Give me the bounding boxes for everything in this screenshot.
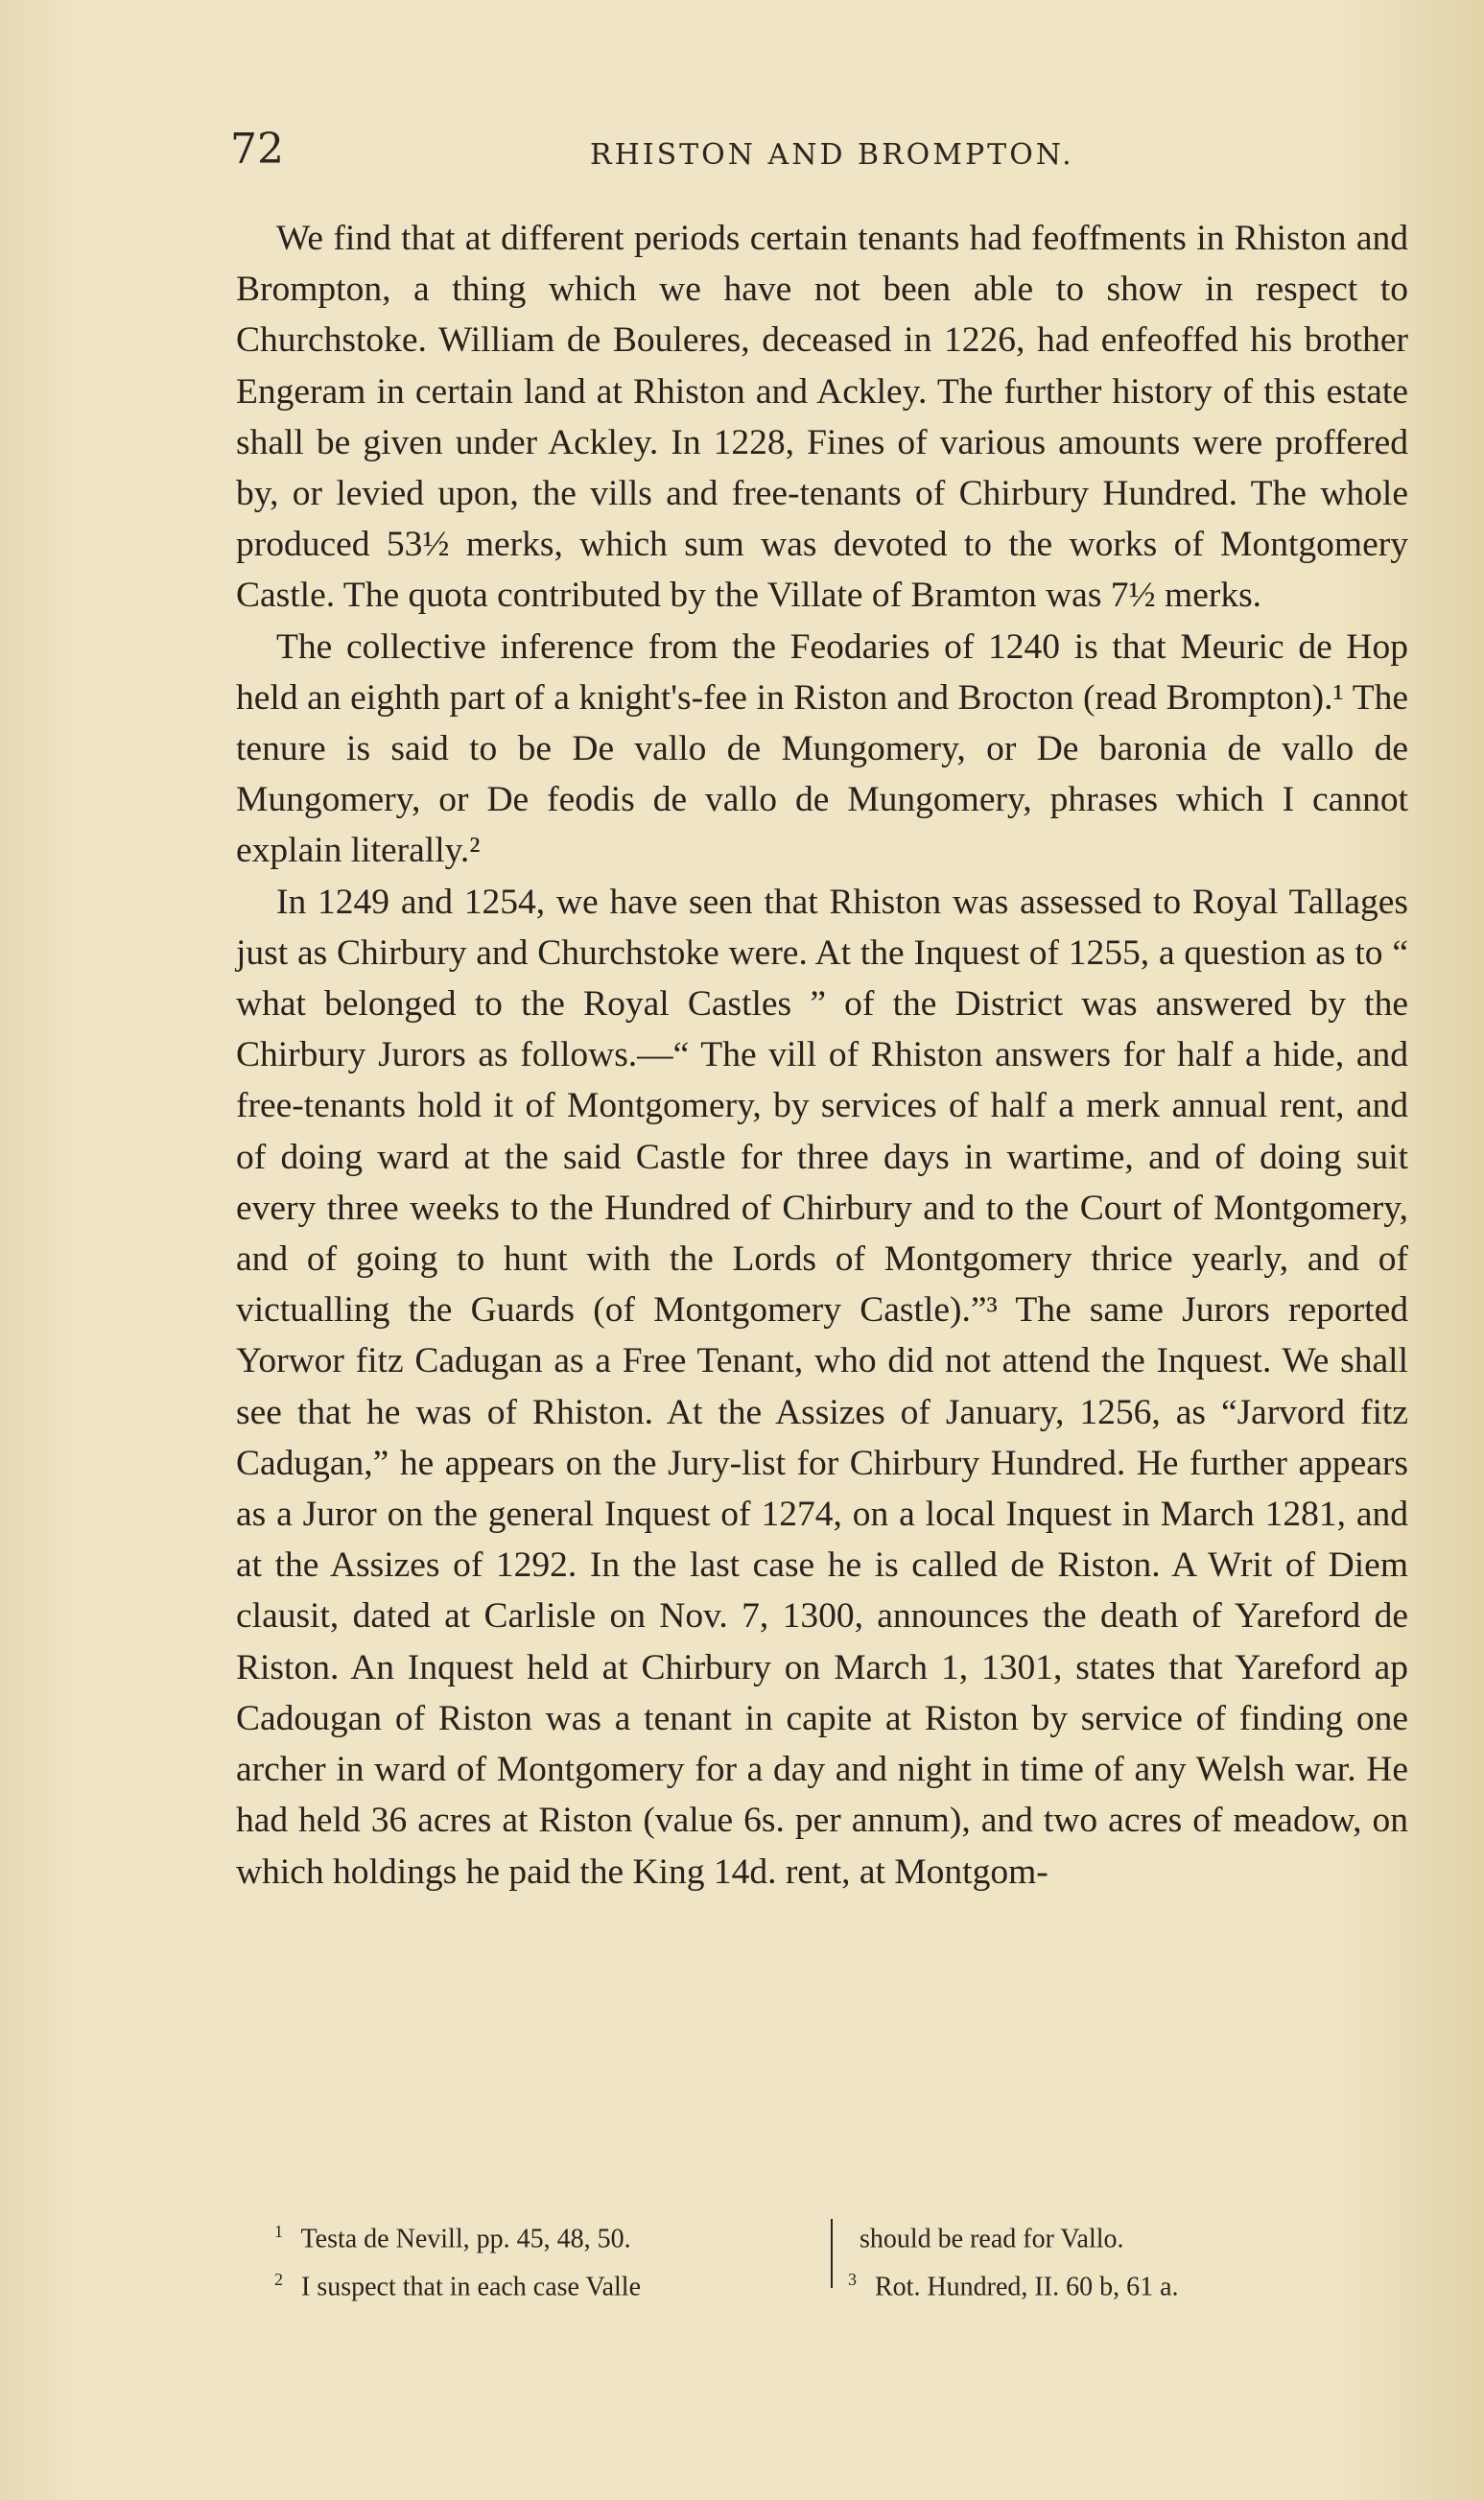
footnote-mark: 1 [274,2222,283,2241]
running-head: RHISTON AND BROMPTON. [590,138,1074,172]
paragraph-feoffments: We find that at different periods certain tenants had feoffments in Rhiston and Brompton, a thing which we have not been able to show in respect to Churchstoke. William de Bouleres, deceased in 1226, had enfeoffed his brother Engeram in certain land at Rhiston and Ackley. The further history of this estate shall be given under Ackley. In 1228, Fines of various amounts were proffered by, or levied upon, the vills and free-tenants of Chirbury Hundred. The whole produced 53½ merks, which sum was devoted to the works of Montgomery Castle. The quota contributed by the Villate of Bramton was 7½ merks. [236,219,1408,616]
body-text [236,213,1408,1898]
footnote [848,2259,1385,2307]
page-header [230,125,1420,182]
paragraph-tallages: In 1249 and 1254, we have seen that Rhiston was assessed to Royal Tallages just as Chirbury and Churchstoke were. At the Inquest of 1255, a question as to “ what belonged to the Royal Castles ” of the District was answered by the Chirbury Jurors as follows.—“ The vill of Rhiston answers for half a hide, and free-tenants hold it of Montgomery, by services of half a merk annual rent, and of doing ward at the said Castle for three days in wartime, and of doing suit every three weeks to the Hundred of Chirbury and to the Court of Montgomery, and of going to hunt with the Lords of Montgomery thrice yearly, and of victualling the Guards (of Montgomery Castle).”³ The same Jurors reported Yorwor fitz Cadugan as a Free Tenant, who did not attend the Inquest. We shall see that he was of Rhiston. At the Assizes of January, 1256, as “Jarvord fitz Cadugan,” he appears on the Jury-list for Chirbury Hundred. He further appears as a Juror on the general Inquest of 1274, on a local Inquest in March 1281, and at the Assizes of 1292. In the last case he is called de Riston. A Writ of Diem clausit, dated at Carlisle on Nov. 7, 1300, announces the death of Yareford de Riston. An Inquest held at Chirbury on March 1, 1301, states that Yareford ap Cadougan of Riston was a tenant in capite at Riston by service of finding one archer in ward of Montgomery for a day and night in time of any Welsh war. He had held 36 acres at Riston (value 6s. per annum), and two acres of meadow, on which holdings he paid the King 14d. rent, at Montgom- [236,882,1408,1892]
footnote [274,2259,821,2307]
footnote-text: Testa de Nevill, pp. 45, 48, 50. [300,2224,631,2254]
footnote [848,2211,1385,2259]
footnote-divider [831,2219,833,2288]
footnote-text: I suspect that in each case Valle [301,2272,642,2302]
footnote-text: should be read for Vallo. [860,2224,1124,2254]
page-number: 72 [230,125,284,174]
footnote-mark: 2 [274,2270,283,2290]
footnote-text: Rot. Hundred, II. 60 b, 61 a. [875,2272,1179,2302]
footnotes-left-column [274,2211,821,2308]
footnote-mark: 3 [848,2270,857,2290]
footnotes-right-column [848,2211,1385,2308]
footnote [274,2211,821,2259]
paragraph-feodaries: The collective inference from the Feodaries of 1240 is that Meuric de Hop held an eighth part of a knight's-fee in Riston and Brocton (read Brompton).¹ The tenure is said to be De vallo de Mungomery, or De baronia de vallo de Mungomery, or De feodis de vallo de Mungomery, phrases which I cannot explain literally.² [236,626,1408,871]
